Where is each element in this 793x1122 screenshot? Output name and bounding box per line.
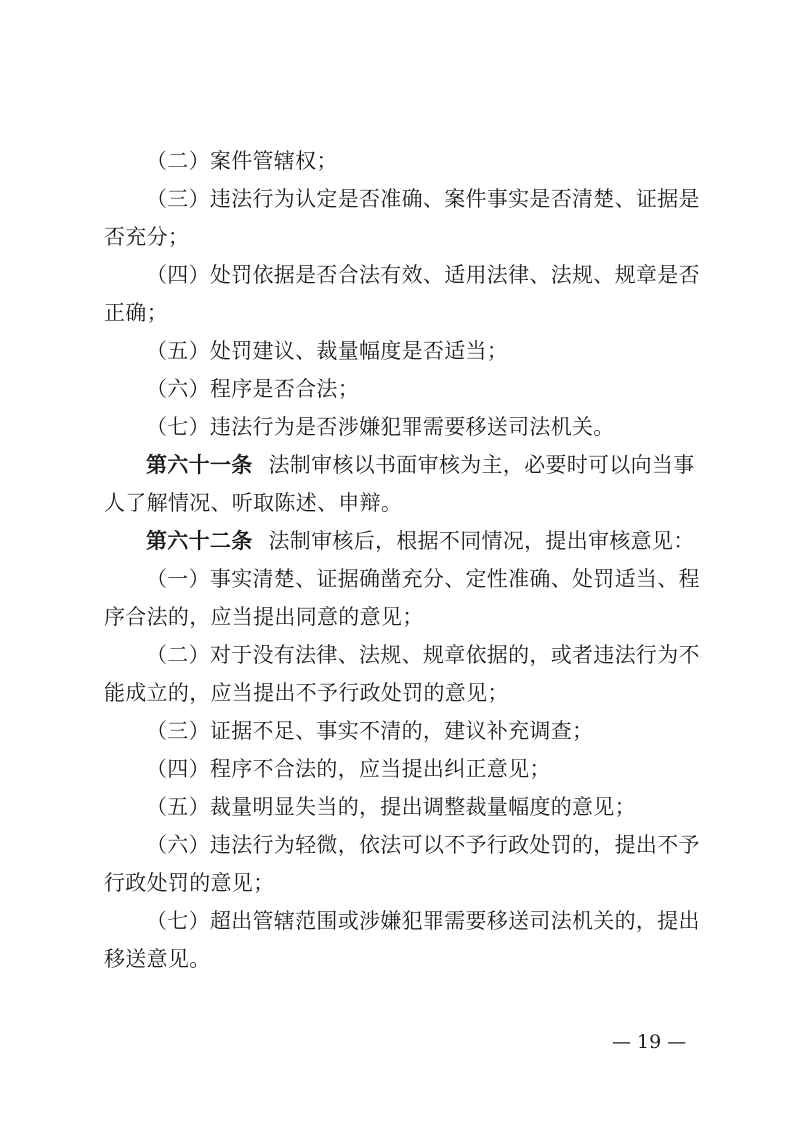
item-2-jurisdiction: （二）案件管辖权；	[146, 149, 338, 173]
opinion-1-line-2: 序合法的，应当提出同意的意见；	[104, 605, 424, 629]
article-61-line-2: 人了解情况、听取陈述、申辩。	[104, 491, 403, 515]
opinion-6-line-1: （六）违法行为轻微，依法可以不予行政处罚的，提出不予	[146, 833, 700, 857]
article-62-line-1	[146, 527, 746, 555]
article-62-heading: 第六十二条	[146, 529, 253, 553]
article-61-line-1	[146, 451, 746, 479]
item-7: （七）违法行为是否涉嫌犯罪需要移送司法机关。	[146, 415, 615, 439]
opinion-6-line-2: 行政处罚的意见；	[104, 871, 275, 895]
opinion-3: （三）证据不足、事实不清的，建议补充调查；	[146, 719, 594, 743]
item-4-line-2: 正确；	[104, 301, 168, 325]
item-5: （五）处罚建议、裁量幅度是否适当；	[146, 339, 509, 363]
item-3-line-1: （三）违法行为认定是否准确、案件事实是否清楚、证据是	[146, 187, 700, 211]
item-6: （六）程序是否合法；	[146, 377, 359, 401]
item-4-line-1: （四）处罚依据是否合法有效、适用法律、法规、规章是否	[146, 263, 700, 287]
opinion-2-line-1: （二）对于没有法律、法规、规章依据的，或者违法行为不	[146, 643, 700, 667]
article-61-text: 法制审核以书面审核为主，必要时可以向当事	[268, 453, 695, 477]
opinion-2-line-2: 能成立的，应当提出不予行政处罚的意见；	[104, 681, 509, 705]
page-number: — 19 —	[612, 1031, 687, 1053]
opinion-1-line-1: （一）事实清楚、证据确凿充分、定性准确、处罚适当、程	[146, 567, 700, 591]
opinion-7-line-1: （七）超出管辖范围或涉嫌犯罪需要移送司法机关的，提出	[146, 909, 700, 933]
opinion-4: （四）程序不合法的，应当提出纠正意见；	[146, 757, 551, 781]
item-3-line-2: 否充分；	[104, 225, 190, 249]
opinion-7-line-2: 移送意见。	[104, 947, 211, 971]
opinion-5: （五）裁量明显失当的，提出调整裁量幅度的意见；	[146, 795, 636, 819]
article-61-heading: 第六十一条	[146, 453, 253, 477]
article-62-text: 法制审核后，根据不同情况，提出审核意见：	[268, 529, 695, 553]
